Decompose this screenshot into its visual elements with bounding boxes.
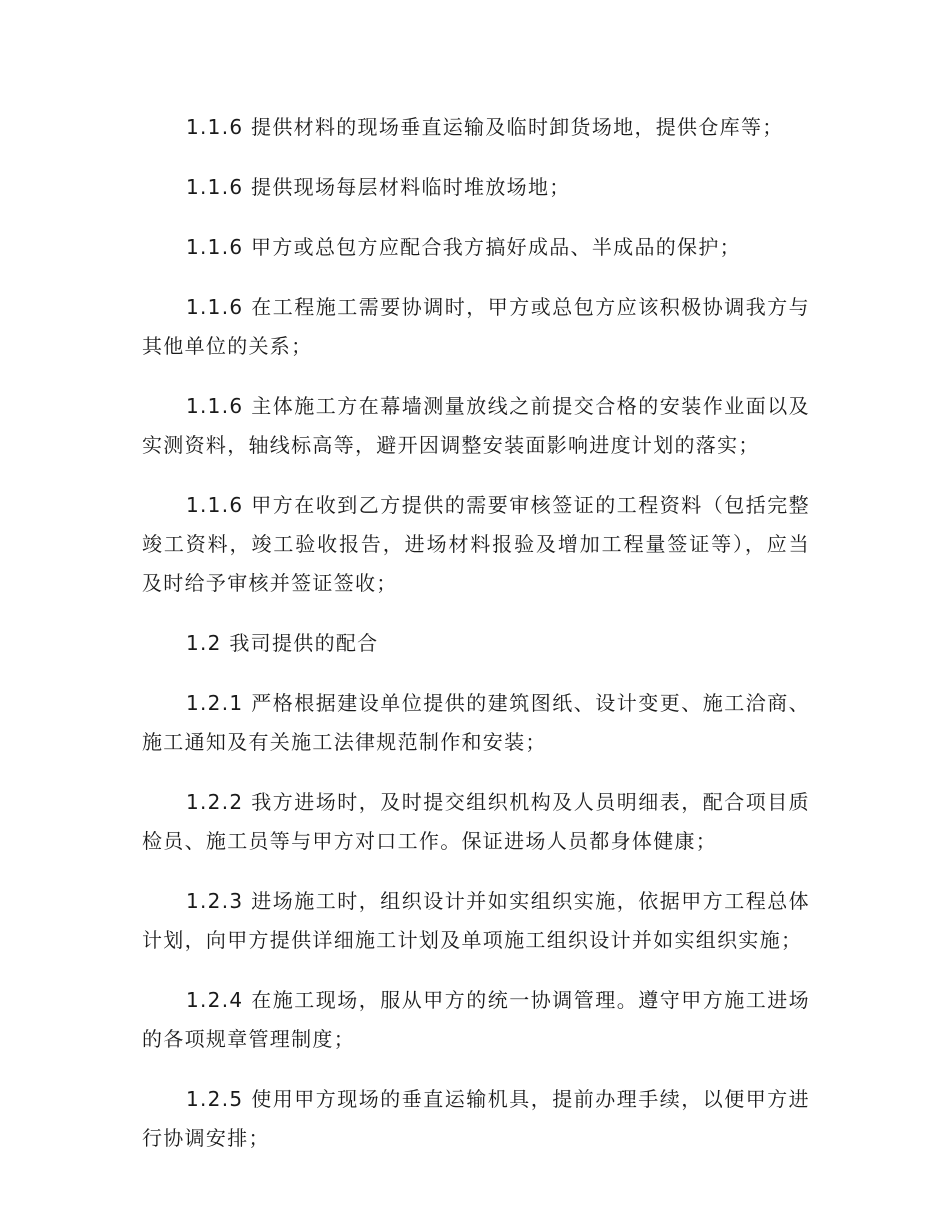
paragraph-1-1-6-a: 1.1.6 提供材料的现场垂直运输及临时卸货场地，提供仓库等；	[186, 115, 784, 139]
document-body	[142, 108, 810, 1179]
paragraph-1-1-6-f: 1.1.6 甲方在收到乙方提供的需要审核签证的工程资料（包括完整竣工资料，竣工验收报告，进场材料报验及增加工程量签证等），应当及时给予审核并签证签收；	[142, 493, 810, 595]
paragraph-1-2-2: 1.2.2 我方进场时，及时提交组织机构及人员明细表，配合项目质检员、施工员等与甲方对口工作。保证进场人员都身体健康；	[142, 790, 810, 853]
paragraph-1-1-6-d: 1.1.6 在工程施工需要协调时，甲方或总包方应该积极协调我方与其他单位的关系；	[142, 295, 810, 358]
paragraph-1-1-6-e: 1.1.6 主体施工方在幕墙测量放线之前提交合格的安装作业面以及实测资料，轴线标高等，避开因调整安装面影响进度计划的落实；	[142, 394, 810, 457]
paragraph-1-1-6-b: 1.1.6 提供现场每层材料临时堆放场地；	[186, 175, 571, 199]
section-heading-1-2: 1.2 我司提供的配合	[186, 631, 379, 655]
paragraph-1-2-3: 1.2.3 进场施工时，组织设计并如实组织实施，依据甲方工程总体计划，向甲方提供详细施工计划及单项施工组织设计并如实组织实施；	[142, 889, 810, 952]
paragraph-1-1-6-c: 1.1.6 甲方或总包方应配合我方搞好成品、半成品的保护；	[186, 235, 741, 259]
paragraph-1-2-4: 1.2.4 在施工现场，服从甲方的统一协调管理。遵守甲方施工进场的各项规章管理制度；	[142, 988, 810, 1051]
paragraph-1-2-1: 1.2.1 严格根据建设单位提供的建筑图纸、设计变更、施工洽商、施工通知及有关施工法律规范制作和安装；	[142, 691, 810, 754]
paragraph-1-2-5: 1.2.5 使用甲方现场的垂直运输机具，提前办理手续，以便甲方进行协调安排；	[142, 1087, 810, 1150]
